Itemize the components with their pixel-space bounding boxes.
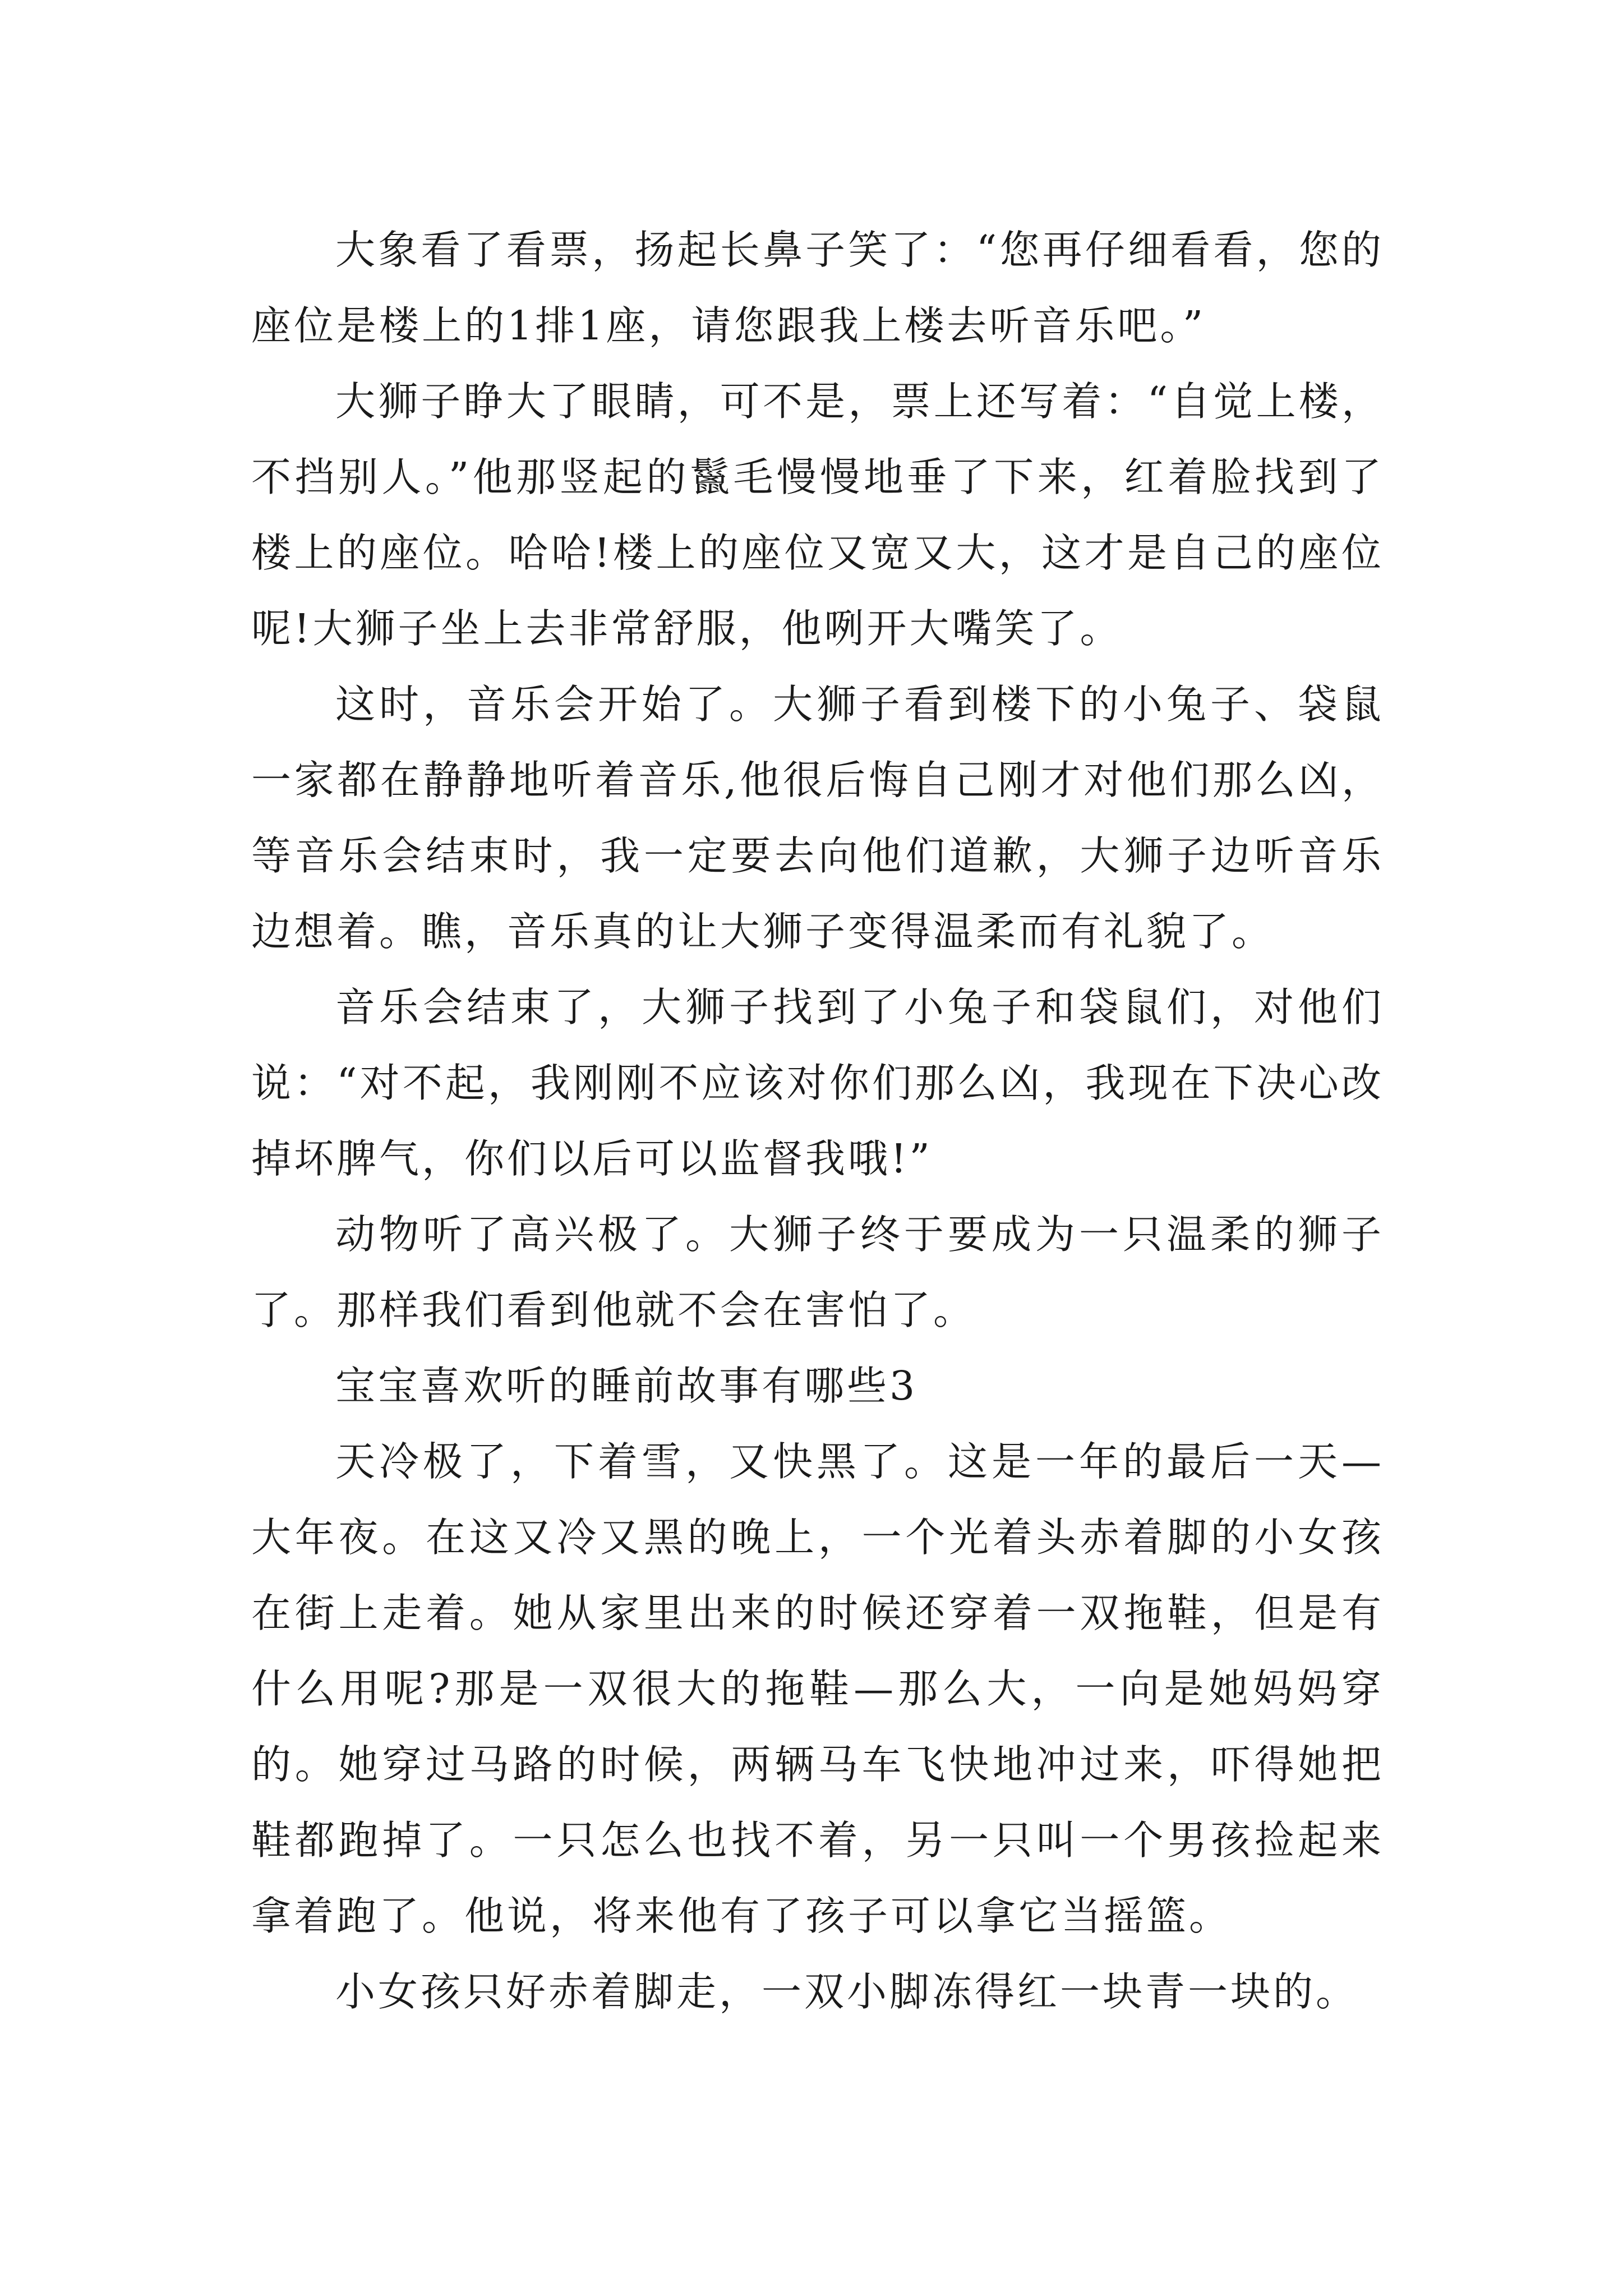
paragraph-new-years-eve: 天冷极了，下着雪，又快黑了。这是一年的最后一天—大年夜。在这又冷又黑的晚上，一个光着头赤着脚的小女孩在街上走着。她从家里出来的时候还穿着一双拖鞋，但是有什么用呢?那是一双很大的拖鞋—那么大，一向是她妈妈穿的。她穿过马路的时候，两辆马车飞快地冲过来，吓得她把鞋都跑掉了。一只怎么也找不着，另一只叫一个男孩捡起来拿着跑了。他说，将来他有了孩子可以拿它当摇篮。	[251, 1438, 1384, 1939]
paragraph-concert-begins: 这时，音乐会开始了。大狮子看到楼下的小兔子、袋鼠一家都在静静地听着音乐,他很后悔自己刚才对他们那么凶，等音乐会结束时，我一定要去向他们道歉，大狮子边听音乐边想着。瞧，音乐真的让大狮子变得温柔而有礼貌了。	[251, 681, 1384, 955]
paragraph-elephant-ticket: 大象看了看票，扬起长鼻子笑了：“您再仔细看看，您的座位是楼上的1排1座，请您跟我上楼去听音乐吧。”	[251, 227, 1384, 349]
paragraph-lion-upstairs: 大狮子睁大了眼睛，可不是，票上还写着：“自觉上楼，不挡别人。”他那竖起的鬣毛慢慢地垂了下来，红着脸找到了楼上的座位。哈哈!楼上的座位又宽又大，这才是自己的座位呢!大狮子坐上去非常舒服，他咧开大嘴笑了。	[251, 378, 1384, 652]
document-body	[251, 212, 1384, 2030]
paragraph-animals-happy: 动物听了高兴极了。大狮子终于要成为一只温柔的狮子了。那样我们看到他就不会在害怕了。	[251, 1211, 1384, 1333]
paragraph-lion-apology: 音乐会结束了，大狮子找到了小兔子和袋鼠们，对他们说：“对不起，我刚刚不应该对你们那么凶，我现在下决心改掉坏脾气，你们以后可以监督我哦!”	[251, 984, 1384, 1182]
paragraph-barefoot-girl: 小女孩只好赤着脚走，一双小脚冻得红一块青一块的。	[335, 1968, 1359, 2015]
section-heading: 宝宝喜欢听的睡前故事有哪些3	[335, 1363, 918, 1409]
